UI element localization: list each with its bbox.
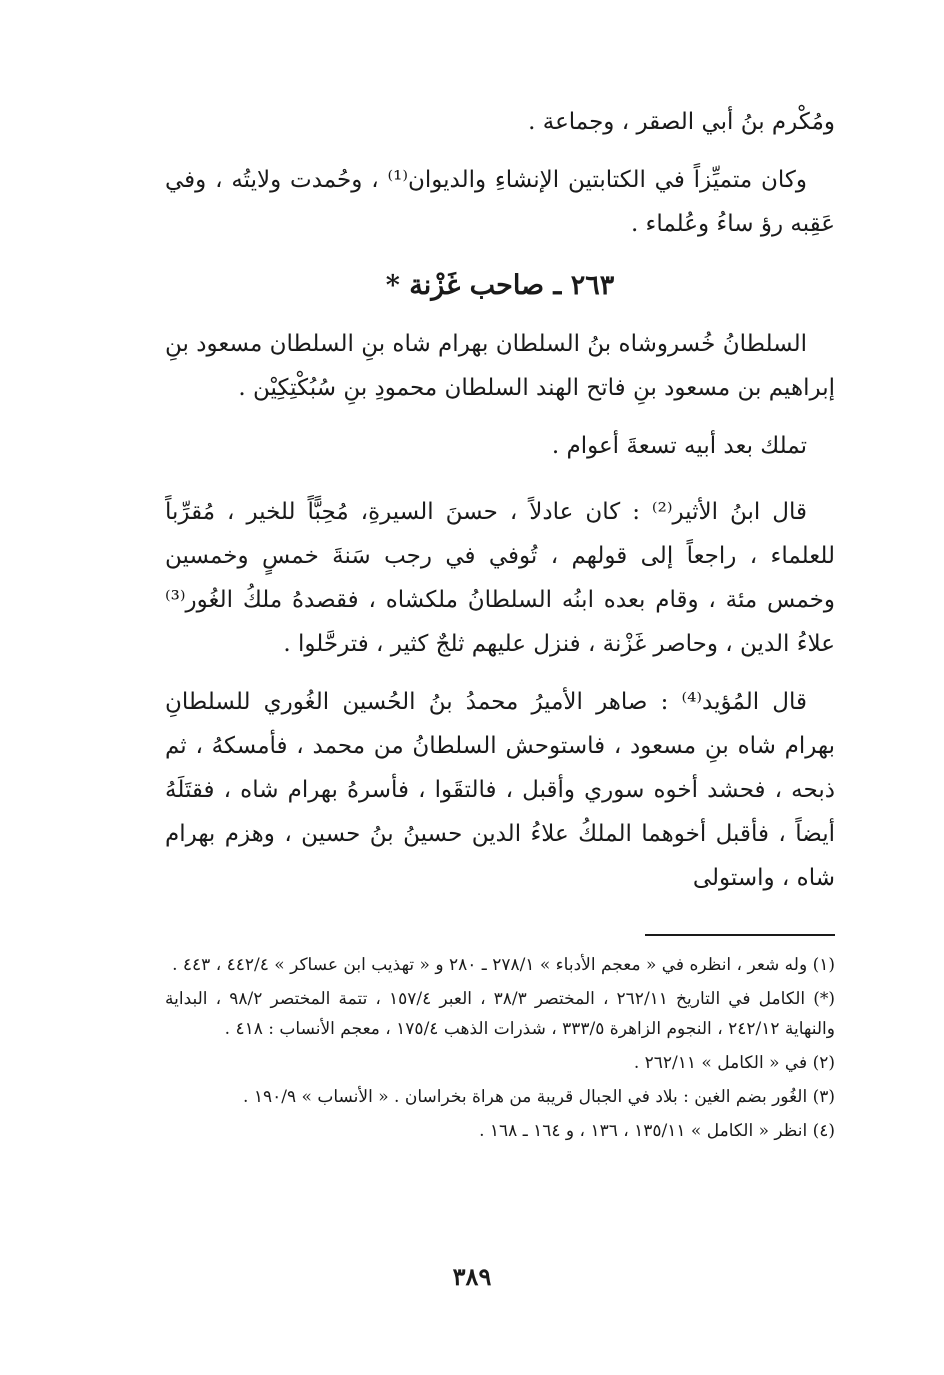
page-content [165, 100, 835, 1146]
footnote-star: (*) الكامل في التاريخ ٢٦٢/١١ ، المختصر ٣٨/٣ ، العبر ١٥٧/٤ ، تتمة المختصر ٩٨/٢ ، البداية والنهاية ٢٤٢/١٢ ، النجوم الزاهرة ٣٣٣/٥ ، شذرات الذهب ١٧٥/٤ ، معجم الأنساب : ٤١٨ . [165, 989, 835, 1039]
paragraph-1: ومُكْرم بنُ أبي الصقر ، وجماعة . [528, 109, 835, 135]
paragraph-ibn-athir: قال ابنُ الأثير⁽²⁾ : كان عادلاً ، حسنَ السيرةِ، مُحِبًّاً للخير ، مُقرِّباً للعلماء ، راجعاً إلى قولهم ، تُوفي في رجب سَنةَ خمسٍ وخمسين وخمس مئة ، وقام بعده ابنُه السلطانُ ملكشاه ، فقصدهُ ملكُ الغُور⁽³⁾ علاءُ الدين ، وحاصر غَزْنة ، فنزل عليهم ثلجٌ كثير ، فترحَّلوا . [165, 499, 836, 657]
footnote-4: (٤) انظر « الكامل » ١٣٥/١١ ، ١٣٦ ، و ١٦٤ ـ ١٦٨ . [479, 1121, 835, 1141]
footnote-2: (٢) في « الكامل » ٢٦٢/١١ . [633, 1053, 835, 1073]
entry-heading: ٢٦٣ ـ صاحب غَزْنة * [385, 270, 615, 301]
paragraph-2: وكان متميِّزاً في الكتابتين الإنشاءِ والديوان⁽¹⁾ ، وحُمدت ولايتُه ، وفي عَقِبه رؤ ساءُ وعُلماء . [165, 167, 835, 237]
footnote-divider-wrap [165, 934, 835, 936]
paragraph-lineage: السلطانُ خُسروشاه بنُ السلطان بهرام شاه بنِ السلطان مسعود بنِ إبراهيم بن مسعود بنِ فاتح الهند السلطان محمودِ بنِ سُبُكْتِكِيْن . [165, 331, 835, 401]
footnote-3: (٣) الغُور بضم الغين : بلاد في الجبال قريبة من هراة بخراسان . « الأنساب » ١٩٠/٩ . [243, 1087, 835, 1107]
page-number: ٣٨٩ [452, 1262, 492, 1291]
paragraph-muayyad: قال المُؤيد⁽⁴⁾ : صاهر الأميرُ محمدُ بنُ الحُسين الغُوري للسلطانِ بهرام شاه بنِ مسعود ، فاستوحش السلطانُ من محمد ، فأمسكهُ ، ثم ذبحه ، فحشد أخوه سوري وأقبل ، فالتقَوا ، فأسرهُ بهرام شاه ، فقتَلَهُ أيضاً ، فأقبل أخوهما الملكُ علاءُ الدين حسينُ بنُ حسين ، وهزم بهرام شاه ، واستولى [165, 689, 835, 891]
footnote-1: (١) وله شعر ، انظره في « معجم الأدباء » ٢٧٨/١ ـ ٢٨٠ و « تهذيب ابن عساكر » ٤٤٢/٤ ، ٤٤٣ . [172, 955, 835, 975]
footnote-divider [645, 934, 835, 936]
paragraph-reign: تملك بعد أبيه تسعةَ أعوام . [551, 433, 807, 459]
